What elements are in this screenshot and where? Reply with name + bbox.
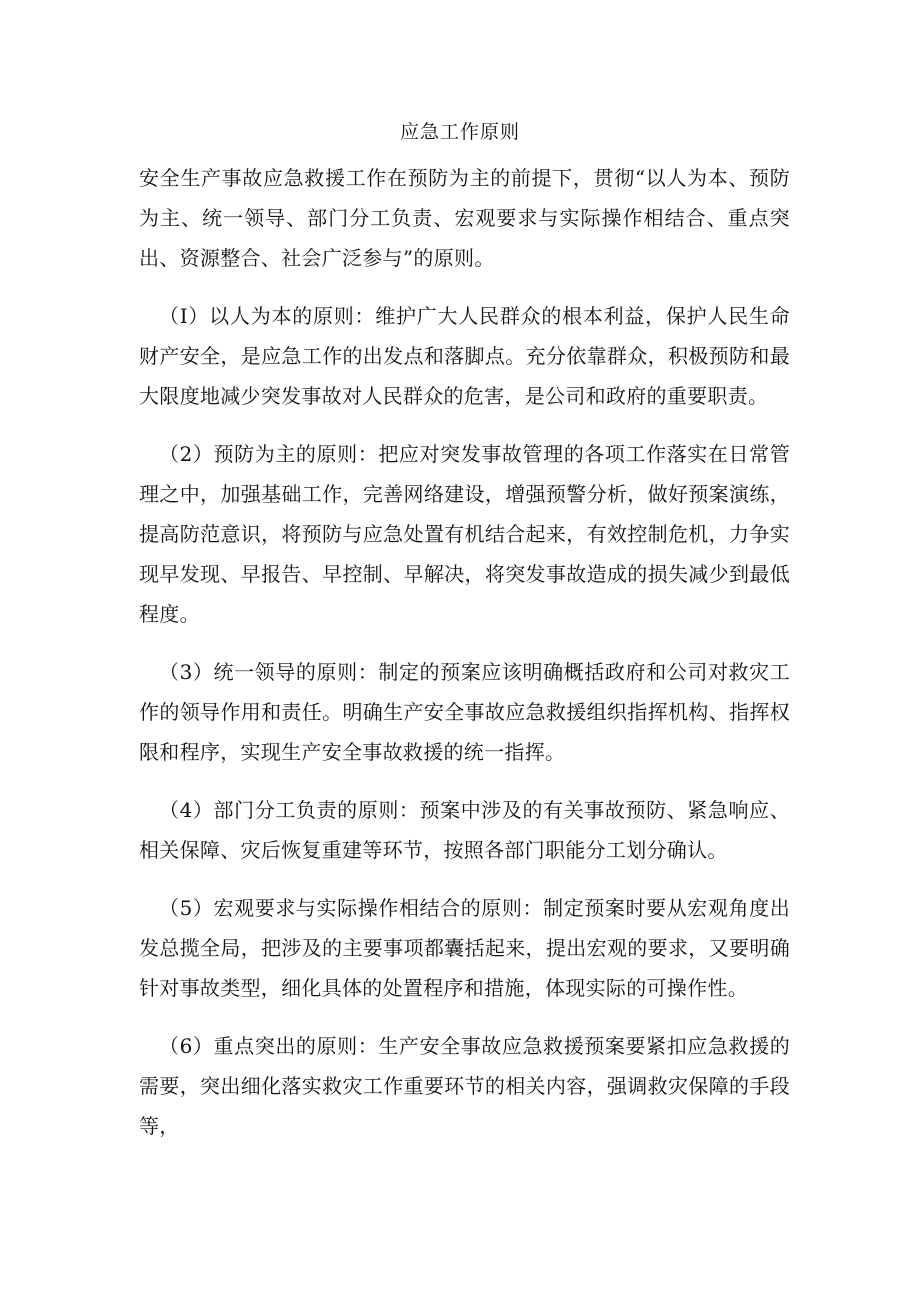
principle-prevention-paragraph: （2）预防为主的原则：把应对突发事故管理的各项工作落实在日常管理之中，加强基础工作，完善网络建设，增强预警分析，做好预案演练，提高防范意识，将预防与应急处置有机结合起来，有效控制危机，力争实现早发现、早报告、早控制、早解决，将突发事故造成的损失减少到最低程度。 — [139, 442, 790, 626]
principle-macro-practical-paragraph: （5）宏观要求与实际操作相结合的原则：制定预案时要从宏观角度出发总揽全局，把涉及的主要事项都囊括起来，提出宏观的要求，又要明确针对事故类型，细化具体的处置程序和措施，体现实际的可操作性。 — [139, 896, 790, 1000]
intro-paragraph: 安全生产事故应急救援工作在预防为主的前提下，贯彻“以人为本、预防为主、统一领导、部门分工负责、宏观要求与实际操作相结合、重点突出、资源整合、社会广泛参与”的原则。 — [139, 166, 790, 270]
principle-key-points-paragraph: （6）重点突出的原则：生产安全事故应急救援预案要紧扣应急救援的需要，突出细化落实救灾工作重要环节的相关内容，强调救灾保障的手段等， — [139, 1034, 790, 1138]
principle-people-first-paragraph: （I）以人为本的原则：维护广大人民群众的根本利益，保护人民生命财产安全，是应急工作的出发点和落脚点。充分依靠群众，积极预防和最大限度地减少突发事故对人民群众的危害，是公司和政府的重要职责。 — [139, 304, 790, 408]
principle-department-responsibility-paragraph: （4）部门分工负责的原则：预案中涉及的有关事故预防、紧急响应、相关保障、灾后恢复重建等环节，按照各部门职能分工划分确认。 — [139, 798, 790, 862]
document-body — [139, 158, 790, 1164]
principle-unified-leadership-paragraph: （3）统一领导的原则：制定的预案应该明确概括政府和公司对救灾工作的领导作用和责任。明确生产安全事故应急救援组织指挥机构、指挥权限和程序，实现生产安全事故救援的统一指挥。 — [139, 660, 790, 764]
document-title: 应急工作原则 — [399, 121, 520, 143]
